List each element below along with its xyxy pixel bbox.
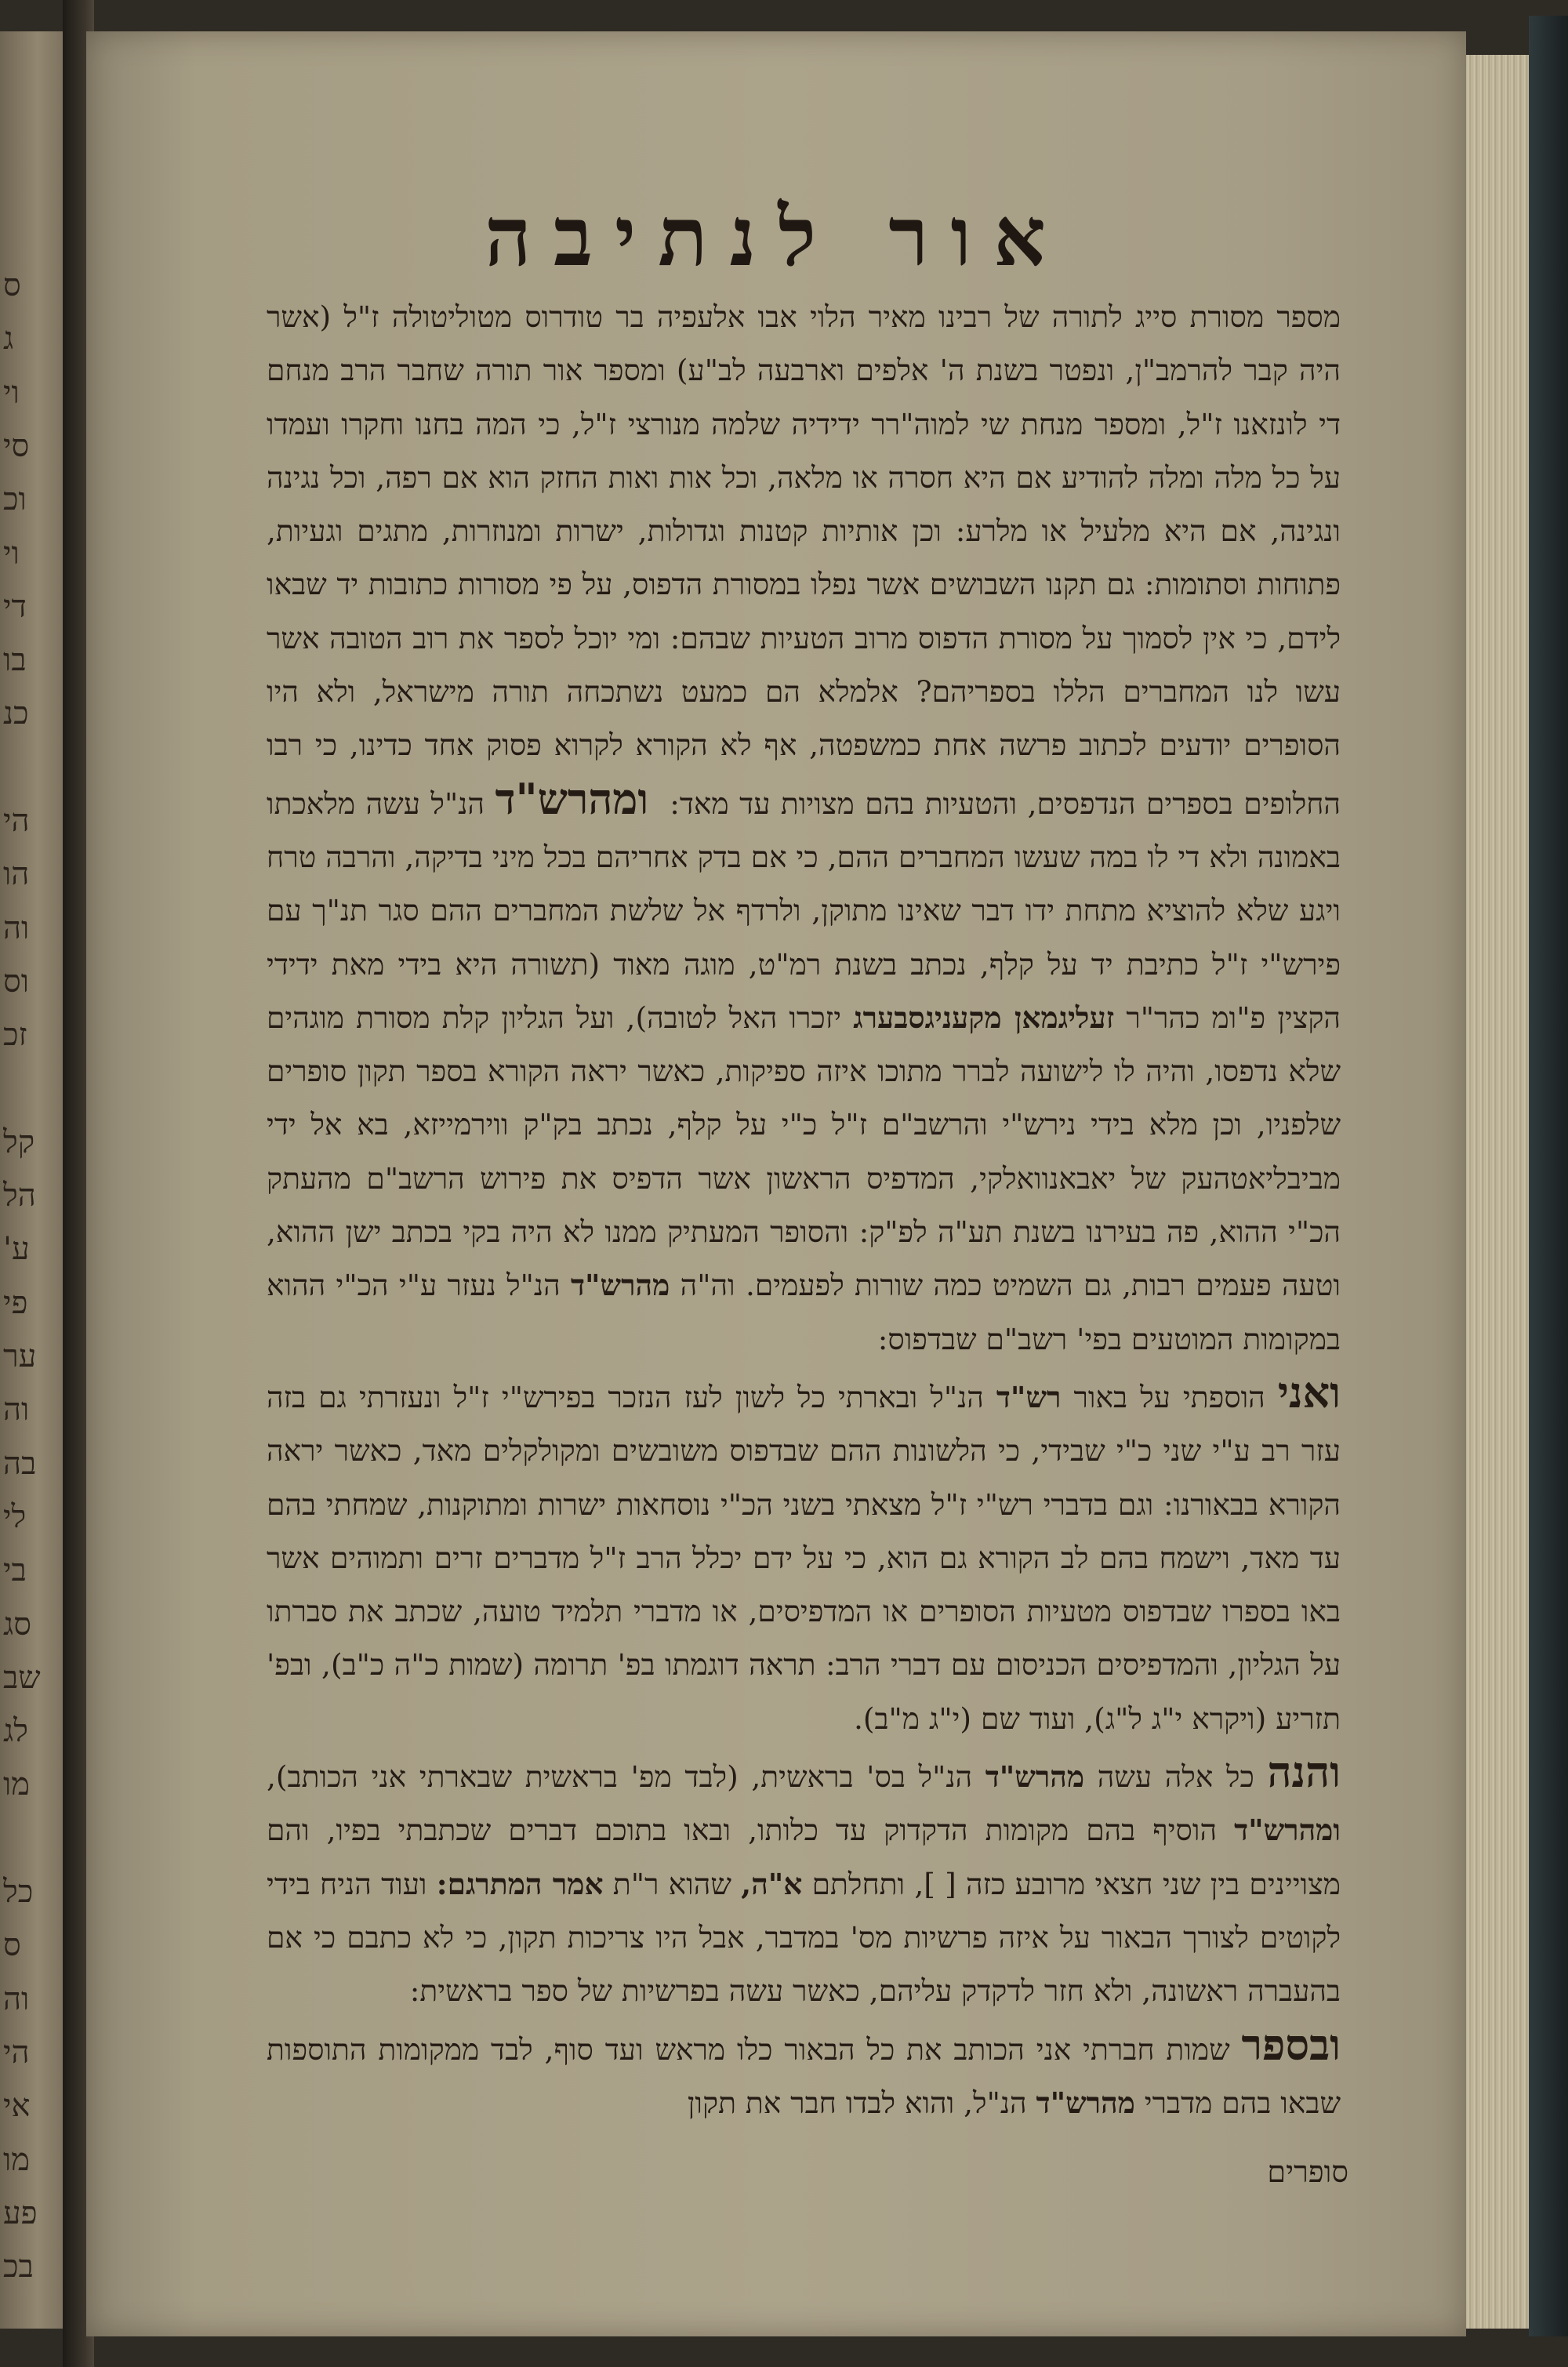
previous-page-fragment: זכ xyxy=(3,1017,27,1054)
paragraph-1b-cont: יזכרו האל לטובה), ועל הגליון קלת מסורת מוגהים שלא נדפסו, והיה לו לישועה לברר מתוכו איזה ספיקות, כאשר יראה הקורא בספר תקון סופרים שלפניו, וכן מלא בידי נירש"י והרשב"ם ז"ל כ"י על קלף, נכתב בק"ק ווירמייזא, בא אל ידי מביבליאטהעק של יאבאנוואלקי, המדפיס הראשון אשר הדפיס את פירוש הרשב"ם מהעתק הכ"י ההוא, פה בעירנו בשנת תע"ה לפ"ק: והסופר המעתיק ממנו לא היה בקי בכתב ישן ההוא, וטעה פעמים רבות, גם השמיט כמה שורות לפעמים. וה"ה xyxy=(267,1000,1341,1303)
paragraph-2 xyxy=(267,1366,1341,1745)
previous-page-fragment: בה xyxy=(3,1445,37,1482)
previous-page-fragment: וה xyxy=(3,1392,30,1429)
previous-page-fragment: הו xyxy=(3,856,30,893)
previous-page-fragment: כנ xyxy=(3,695,29,732)
paragraph-4-name: מהרש"ד xyxy=(1036,2085,1135,2120)
previous-page-fragment: מו xyxy=(3,2141,30,2178)
paragraph-4-text-a: שמות חברתי אני הכותב את כל הבאור כלו מראש ועד סוף, לבד ממקומות התוספות שבאו בהם מדברי xyxy=(267,2031,1341,2120)
previous-page-fragment: הי xyxy=(3,2034,30,2071)
paragraph-2-text-b: הנ"ל ובארתי כל לשון לעז הנזכר בפירש"י ז"ל ונעזרתי גם בזה עזר רב ע"י שני כ"י שבידי, כי הלשונות ההם שבדפוס משובשים ומקולקלים מאד, כאשר יראה הקורא בבאורנו: וגם בדברי רש"י ז"ל מצאתי בשני הכ"י נוסחאות ישרות ומתוקנות, שמחתי בהם עד מאד, וישמח בהם לב הקורא גם הוא, כי על ידם יכלל הרב ז"ל מדברים זרים ותמוהים אשר באו בספרו שבדפוס מטעיות הסופרים או המדפיסים, או מדברי תלמיד טועה, שכתב את סברתו על הגליון, והמדפיסים הכניסום עם דברי הרב: תראה דוגמתו בפ' תרומה (שמות כ"ה כ"ב), ובפ' תזריע (ויקרא י"ג ל"ג), ועוד שם (י"ג מ"ב). xyxy=(267,1379,1341,1736)
paragraph-1b-end: הנ"ל נעזר ע"י הכ"י ההוא במקומות המוטעים בפי' רשב"ם שבדפוס: xyxy=(267,1268,1341,1356)
paragraph-3-name-4: אמר המתרגם: xyxy=(436,1866,604,1901)
paragraph-1b-text: הנ"ל עשה מלאכתו באמונה ולא די לו במה שעשו המחברים ההם, כי אם בדק אחריהם בכל מיני בדיקה, והרבה טרח ויגע שלא להוציא מתחת ידו דבר שאינו מתוקן, ולרדף אל שלשת המחברים ההם סגר תנ"ך עם פירש"י ז"ל כתיבת יד על קלף, נכתב בשנת רמ"ט, מוגה מאוד (תשורה היא בידי מאת ידידי הקצין פ"ומ כהר"ר xyxy=(267,786,1341,1035)
paragraph-1-text: מספר מסורת סייג לתורה של רבינו מאיר הלוי אבו אלעפיה בר טודרוס מטוליטולה ז"ל (אשר היה קבר להרמב"ן, ונפטר בשנת ה' אלפים וארבעה לב"ע) ומספר אור תורה שחבר הרב מנחם די לונזאנו ז"ל, ומספר מנחת שי למוה"רר ידידיה שלמה מנורצי ז"ל, כי המה בחנו וחקרו ועמדו על כל מלה ומלה להודיע אם היא חסרה או מלאה, וכל אות ואות החזק הוא אם רפה, וכל נגינה ונגינה, אם היא מלעיל או מלרע: וכן אותיות קטנות וגדולות, ישרות ומנוזרות, מתגים וגעיות, פתוחות וסתומות: גם תקנו השבושים אשר נפלו במסורת הדפוס, על פי מסורות כתובות יד שבאו לידם, כי אין לסמוך על מסורת הדפוס מרוב הטעיות שבהם: ומי יוכל לספר את רוב הטובה אשר עשו לנו המחברים הללו בספריהם? אלמלא הם כמעט נשתכחה תורה מישראל, ולא היו הסופרים יודעים לכתוב פרשה אחת כמשפטה, אף לא הקורא לקרוא פסוק אחד כדינו, כי רבו החלופים בספרים הנדפסים, והטעיות בהם מצויות עד מאד: xyxy=(267,300,1341,821)
page-title: אור לנתיבה xyxy=(485,188,1068,285)
previous-page-fragment: פי xyxy=(3,1284,28,1321)
previous-page-fragment: סג xyxy=(3,1606,31,1643)
previous-page-fragment: ס xyxy=(3,1927,21,1964)
previous-page-fragment: בו xyxy=(3,642,27,679)
paragraph-3-text-d: שהוא ר"ת xyxy=(603,1866,742,1901)
previous-page-fragment: ג xyxy=(3,321,14,358)
paragraph-2-name: רש"ד xyxy=(996,1379,1062,1414)
previous-page-fragment: ס xyxy=(3,267,21,303)
previous-page-fragment: ע' xyxy=(3,1231,30,1268)
paragraph-3-name-3: א"ה, xyxy=(741,1866,803,1901)
book-cover-edge xyxy=(1529,16,1568,2336)
person-name: זעליגמאן מקעניגסבערג xyxy=(853,1000,1115,1035)
paragraph-2-lead: ואני xyxy=(1277,1367,1341,1418)
previous-page-fragment: בי xyxy=(3,1552,27,1589)
previous-page-fragment: סי xyxy=(3,427,30,464)
paragraph-3-lead: והנה xyxy=(1267,1747,1341,1798)
previous-page-fragment: וה xyxy=(3,909,30,946)
previous-page-fragment: שב xyxy=(3,1659,41,1696)
author-name: מהרש"ד xyxy=(570,1268,670,1303)
previous-page-fragment: וי xyxy=(3,374,20,411)
previous-page-fragment: וס xyxy=(3,963,29,1000)
previous-page-fragment: וה xyxy=(3,1980,30,2017)
book-page xyxy=(86,31,1466,2336)
previous-page-fragment: לי xyxy=(3,1498,27,1535)
paragraph-3-name-2: ומהרש"ד xyxy=(1234,1813,1341,1848)
previous-page-fragment: די xyxy=(3,588,27,625)
previous-page-fragment: הל xyxy=(3,1178,36,1214)
previous-page-fragment: מו xyxy=(3,1766,30,1803)
previous-page-fragment: לג xyxy=(3,1713,28,1750)
previous-page-fragment: ער xyxy=(3,1338,37,1374)
paragraph-3-text-c: הוסיף בהם מקומות הדקדוק עד כלותו, ובאו בתוכם דברים שכתבתי בפיו, והם מצויינים בין שני חצאי מרובע כזה [ ], ותחלתם xyxy=(267,1813,1341,1901)
paragraph-4 xyxy=(267,2018,1341,2130)
paragraph-4-lead: ובספר xyxy=(1241,2019,1341,2070)
previous-page-fragment: וכ xyxy=(3,481,27,518)
paragraph-3-text-a: כל אלה עשה xyxy=(1084,1759,1268,1795)
paragraph-3 xyxy=(267,1745,1341,2017)
previous-page-fragment: פע xyxy=(3,2195,38,2231)
paragraph-3-text-e: ועוד הניח בידי לקוטים לצורך הבאור על איזה פרשיות מס' במדבר, אבל היו צריכות תקון, כי לא כתבם כי אם בהעברה ראשונה, ולא חזר לדקדק עליהם, כאשר עשה בפרשיות של ספר בראשית: xyxy=(267,1866,1341,2009)
catchword: סופרים xyxy=(1267,2155,1348,2189)
previous-page-fragment: בכ xyxy=(3,2249,34,2285)
previous-page-fragment: הי xyxy=(3,803,30,839)
previous-page-fragment: קל xyxy=(3,1124,35,1160)
paragraph-3-name: מהרש"ד xyxy=(985,1759,1085,1795)
body-text xyxy=(267,290,1341,2129)
previous-page-fragment: וי xyxy=(3,535,20,572)
previous-page-fragment: אי xyxy=(3,2088,31,2125)
previous-page-fragment: כל xyxy=(3,1874,34,1910)
paragraph-2-text-a: הוספתי על באור xyxy=(1061,1379,1278,1414)
paragraph-4-text-b: הנ"ל, והוא לבדו חבר את תקון xyxy=(687,2085,1036,2120)
paragraph-1 xyxy=(267,290,1341,1366)
previous-page-edge xyxy=(0,31,63,2329)
paragraph-3-text-b: הנ"ל בס' בראשית, (לבד מפ' בראשית שבארתי אני הכותב), xyxy=(267,1759,985,1795)
paragraph-1b-lead: ומהרש"ד xyxy=(495,773,649,824)
